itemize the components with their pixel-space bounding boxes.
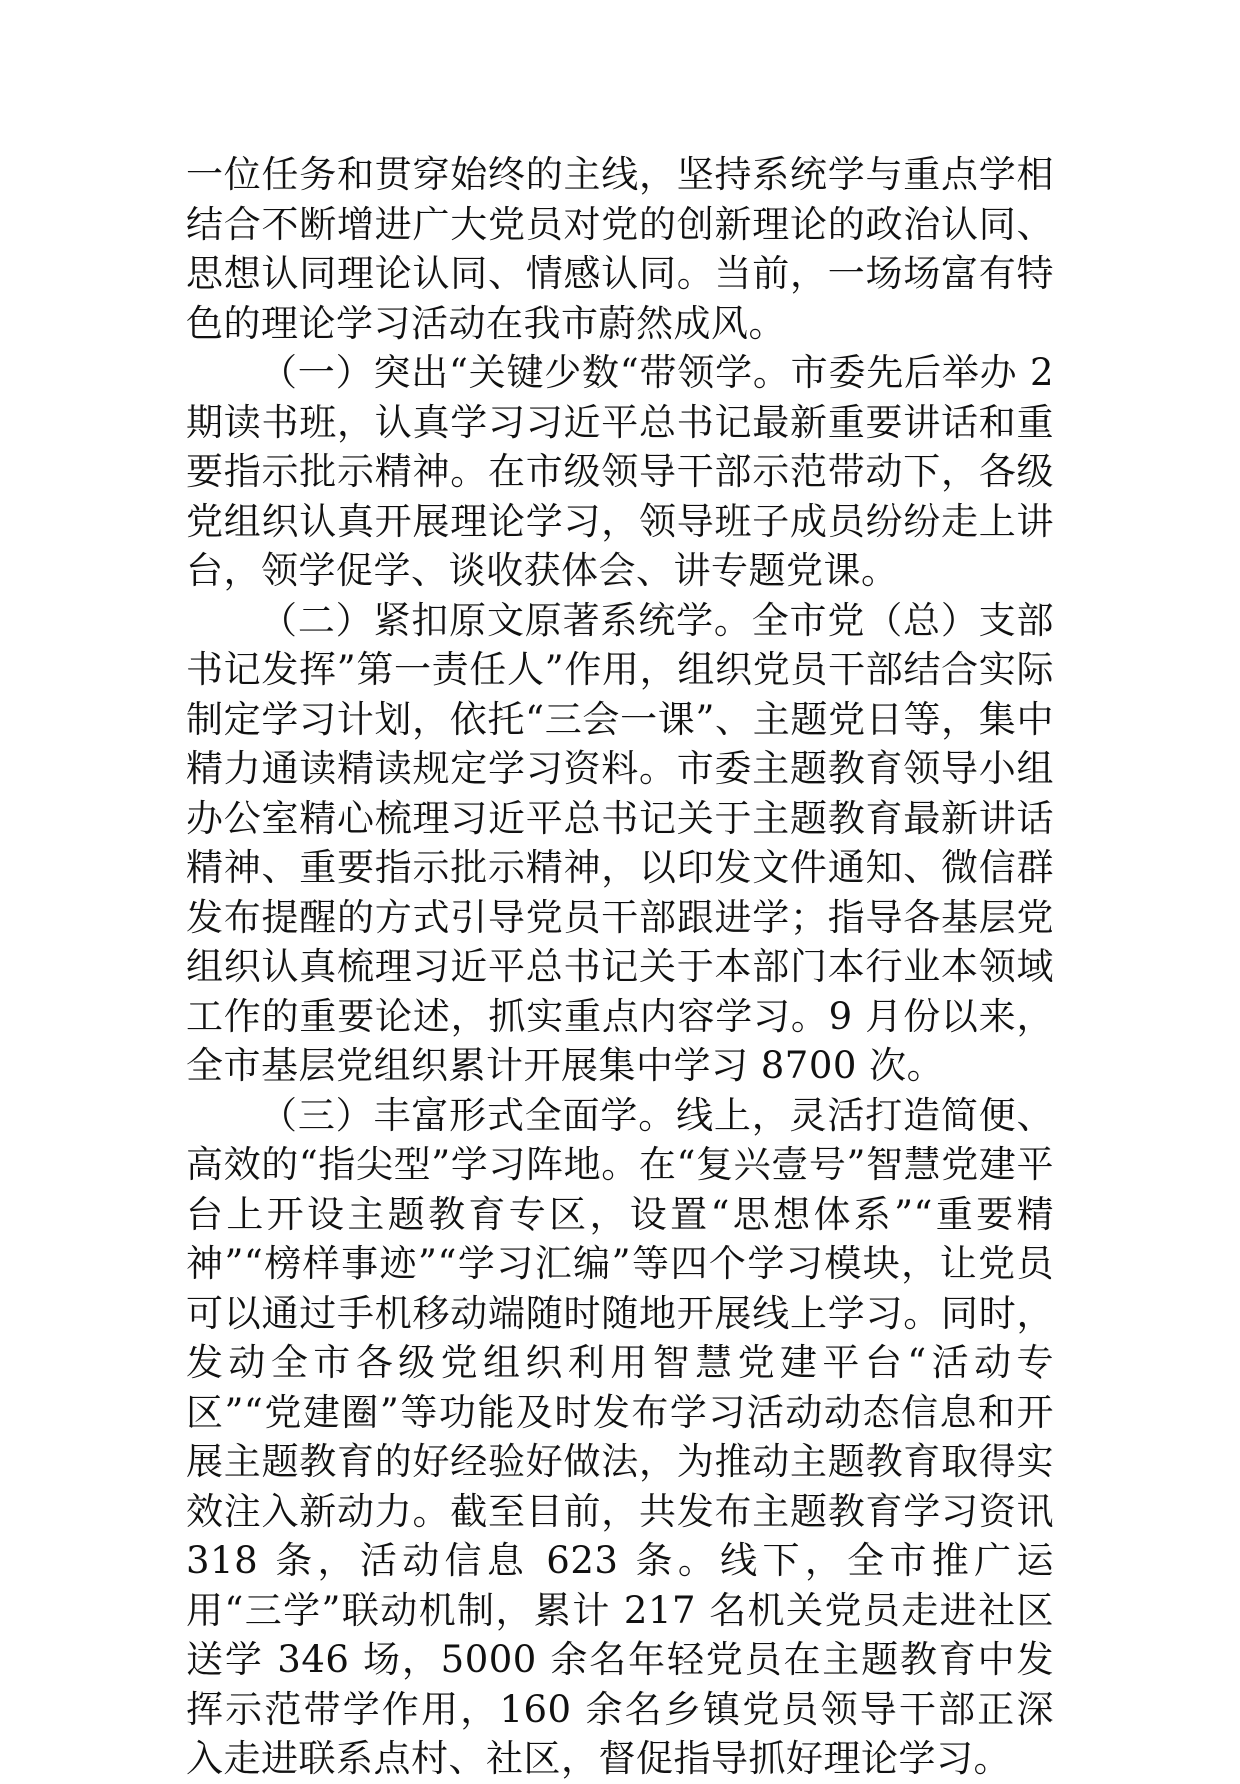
document-body	[186, 150, 1054, 1784]
paragraph-section-2: （二）紧扣原文原著系统学。全市党（总）支部书记发挥”第一责任人”作用，组织党员干部结合实际制定学习计划，依托“三会一课”、主题党日等，集中精力通读精读规定学习资料。市委主题教育领导小组办公室精心梳理习近平总书记关于主题教育最新讲话精神、重要指示批示精神，以印发文件通知、微信群发布提醒的方式引导党员干部跟进学；指导各基层党组织认真梳理习近平总书记关于本部门本行业本领域工作的重要论述，抓实重点内容学习。9 月份以来，全市基层党组织累计开展集中学习 8700 次。	[186, 598, 1054, 1087]
paragraph-section-1: （一）突出“关键少数“带领学。市委先后举办 2 期读书班，认真学习习近平总书记最新重要讲话和重要指示批示精神。在市级领导干部示范带动下，各级党组织认真开展理论学习，领导班子成员纷纷走上讲台，领学促学、谈收获体会、讲专题党课。	[186, 351, 1054, 592]
paragraph-continuation: 一位任务和贯穿始终的主线，坚持系统学与重点学相结合不断增进广大党员对党的创新理论的政治认同、思想认同理论认同、情感认同。当前，一场场富有特色的理论学习活动在我市蔚然成风。	[186, 153, 1054, 345]
paragraph-section-3: （三）丰富形式全面学。线上，灵活打造简便、高效的“指尖型”学习阵地。在“复兴壹号”智慧党建平台上开设主题教育专区，设置“思想体系”“重要精神”“榜样事迹”“学习汇编”等四个学习模块，让党员可以通过手机移动端随时随地开展线上学习。同时，发动全市各级党组织利用智慧党建平台“活动专区”“党建圈”等功能及时发布学习活动动态信息和开展主题教育的好经验好做法，为推动主题教育取得实效注入新动力。截至目前，共发布主题教育学习资讯 318 条，活动信息 623 条。线下，全市推广运用“三学”联动机制，累计 217 名机关党员走进社区送学 346 场，5000 余名年轻党员在主题教育中发挥示范带学作用，160 余名乡镇党员领导干部正深入走进联系点村、社区，督促指导抓好理论学习。	[186, 1093, 1054, 1780]
